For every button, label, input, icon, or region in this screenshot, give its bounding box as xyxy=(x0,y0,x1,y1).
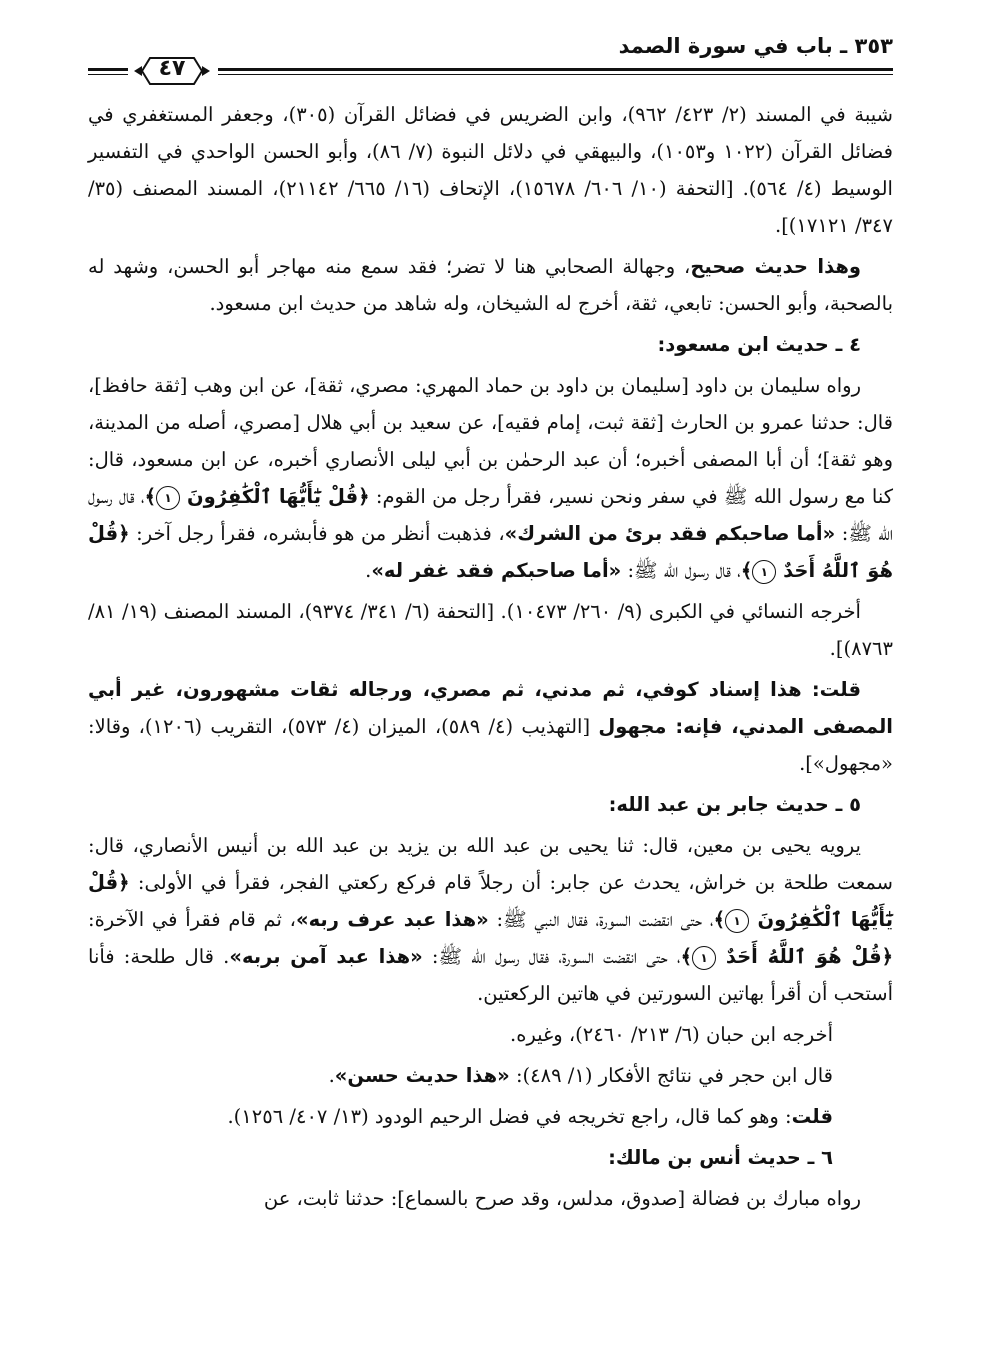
quran-text: ﴿قُلْ يَٰٓأَيُّهَا ٱلْكَٰفِرُونَ xyxy=(88,871,894,931)
paragraph-text: . xyxy=(365,559,372,582)
ayah-number-icon: ١ xyxy=(156,486,180,510)
paragraph xyxy=(88,367,893,589)
paragraph xyxy=(88,96,893,244)
paragraph-text: يرويه يحيى بن معين، قال: ثنا يحيى بن عبد الله بن يزيد بن عبد الله بن أنيس الأنصاري، قال: سمعت طلحة بن خراش، يحدث عن جابر: أن رجلاً قام فركع ركعتي الفجر، فقرأ في الأولى: xyxy=(88,834,893,894)
paragraph-text: شيبة في المسند (٢/ ٤٢٣/ ٩٦٢)، وابن الضريس في فضائل القرآن (٣٠٥)، وجعفر المستغفري في فضائل القرآن (١٠٢٢ و١٠٥٣)، والبيهقي في دلائل النبوة (٧/ ٨٦)، وأبو الحسن الواحدي في التفسير الوسيط (٤/ ٥٦٤). [التحفة (١٠/ ٦٠٦/ ١٥٦٧٨)، الإتحاف (١٦/ ٦٦٥/ ٢١١٤٢)، المسند المصنف (٣٥/ ٣٤٧/ ١٧١٢١)]. xyxy=(88,103,893,237)
paragraph-text: ، قال رسول الله ﷺ: xyxy=(88,485,893,545)
bold-phrase: قلت xyxy=(791,1105,833,1128)
paragraph-text: ، ثم قام فقرأ في الآخرة: xyxy=(88,908,296,931)
page-body xyxy=(88,96,893,1221)
hadith-quote: «هذا حديث حسن» xyxy=(334,1064,510,1087)
page-number-ornament xyxy=(132,54,212,88)
section-heading: ٦ ـ حديث أنس بن مالك: xyxy=(608,1146,833,1169)
ayah-number-icon: ١ xyxy=(725,909,749,933)
paragraph xyxy=(88,1180,893,1217)
quran-text: ﴿قُلْ هُوَ ٱللَّهُ أَحَدٌ xyxy=(725,945,894,968)
quran-quote xyxy=(145,485,370,508)
page-number: ٤٧ xyxy=(158,56,186,81)
quran-bracket: ﴾ xyxy=(740,559,753,582)
hadith-quote: «هذا عبد عرف ربه» xyxy=(295,908,489,931)
paragraph xyxy=(88,593,893,667)
paragraph-text: ، فذهبت أنظر من هو فأبشره، فقرأ رجل آخر: xyxy=(129,522,505,545)
paragraph-text: ، حتى انقضت السورة، فقال رسول الله ﷺ: xyxy=(422,945,681,968)
header-rule xyxy=(218,68,893,71)
quran-quote xyxy=(681,945,893,968)
paragraph-text: [التهذيب (٤/ ٥٨٩)، الميزان (٤/ ٥٧٣)، التقريب (١٢٠٦)، وقالا: «مجهول»]. xyxy=(88,715,893,775)
paragraph xyxy=(88,248,893,322)
ayah-number-icon: ١ xyxy=(692,946,716,970)
bold-phrase: قلت: هذا إسناد كوفي، ثم مدني، ثم مصري، ورجاله ثقات مشهورون، غير أبي المصفى المدني، فإنه: مجهول xyxy=(88,678,893,738)
paragraph-text: . xyxy=(328,1064,335,1087)
quran-text: ﴿قُلْ هُوَ ٱللَّهُ أَحَدٌ xyxy=(88,522,893,582)
paragraph xyxy=(88,1098,893,1135)
paragraph-text: رواه مبارك بن فضالة [صدوق، مدلس، وقد صرح بالسماع]: حدثنا ثابت، عن xyxy=(263,1187,861,1210)
quran-bracket: ﴾ xyxy=(144,485,157,508)
paragraph-text: أخرجه ابن حبان (٦/ ٢١٣/ ٢٤٦٠)، وغيره. xyxy=(510,1023,833,1046)
header-rule-thin xyxy=(218,74,893,75)
paragraph-text: ، حتى انقضت السورة، فقال النبي ﷺ: xyxy=(488,908,714,931)
paragraph-text: رواه سليمان بن داود [سليمان بن داود بن حماد المهري: مصري، ثقة]، عن ابن وهب [ثقة حافظ]، قال: حدثنا عمرو بن الحارث [ثقة ثبت، إمام فقيه]، عن سعيد بن أبي هلال [مصري، أصله من المدينة، وهو ثقة]؛ أن أبا المصفى أخبره؛ أن عبد الرحمٰن بن أبي ليلى الأنصاري أخبره، عن ابن مسعود، قال: كنا مع رسول الله ﷺ في سفر ونحن نسير، فقرأ رجل من القوم: xyxy=(88,374,893,508)
header-rule-left-thin xyxy=(88,74,128,75)
page-header xyxy=(88,30,893,90)
quran-bracket: ﴾ xyxy=(680,945,693,968)
paragraph-text: أخرجه النسائي في الكبرى (٩/ ٢٦٠/ ١٠٤٧٣). [التحفة (٦/ ٣٤١/ ٩٣٧٤)، المسند المصنف (١٩/ ٨١/ ٨٧٦٣)]. xyxy=(88,600,893,660)
paragraph-text: : وهو كما قال، راجع تخريجه في فضل الرحيم الودود (١٣/ ٤٠٧/ ١٢٥٦). xyxy=(227,1105,792,1128)
paragraph-text: قال ابن حجر في نتائج الأفكار (١/ ٤٨٩): xyxy=(509,1064,833,1087)
ayah-number-icon: ١ xyxy=(752,560,776,584)
quran-text: ﴿قُلْ يَٰٓأَيُّهَا ٱلْكَٰفِرُونَ xyxy=(186,485,370,508)
paragraph xyxy=(88,1016,893,1053)
hadith-quote: «أما صاحبكم فقد غفر له» xyxy=(371,559,622,582)
hadith-quote: «أما صاحبكم فقد برئ من الشرك» xyxy=(504,522,836,545)
paragraph xyxy=(88,827,893,1012)
section-heading: ٥ ـ حديث جابر بن عبد الله: xyxy=(608,793,861,816)
header-rule-left xyxy=(88,68,128,71)
running-title: ٣٥٣ ـ باب في سورة الصمد xyxy=(618,34,893,58)
paragraph xyxy=(88,1057,893,1094)
paragraph-text: ، وجهالة الصحابي هنا لا تضر؛ فقد سمع منه مهاجر أبو الحسن، وشهد له بالصحبة، وأبو الحسن: تابعي، ثقة، أخرج له الشيخان، وله شاهد من حديث ابن مسعود. xyxy=(88,255,893,315)
quran-bracket: ﴾ xyxy=(713,908,726,931)
bold-phrase: وهذا حديث صحيح xyxy=(690,255,861,278)
paragraph-text: ، قال رسول الله ﷺ: xyxy=(621,559,741,582)
hadith-quote: «هذا عبد آمن بربه» xyxy=(229,945,423,968)
section-heading: ٤ ـ حديث ابن مسعود: xyxy=(657,333,861,356)
paragraph xyxy=(88,671,893,782)
paragraph-text: . قال طلحة: فأنا أستحب أن أقرأ بهاتين السورتين في هاتين الركعتين. xyxy=(88,945,893,1005)
